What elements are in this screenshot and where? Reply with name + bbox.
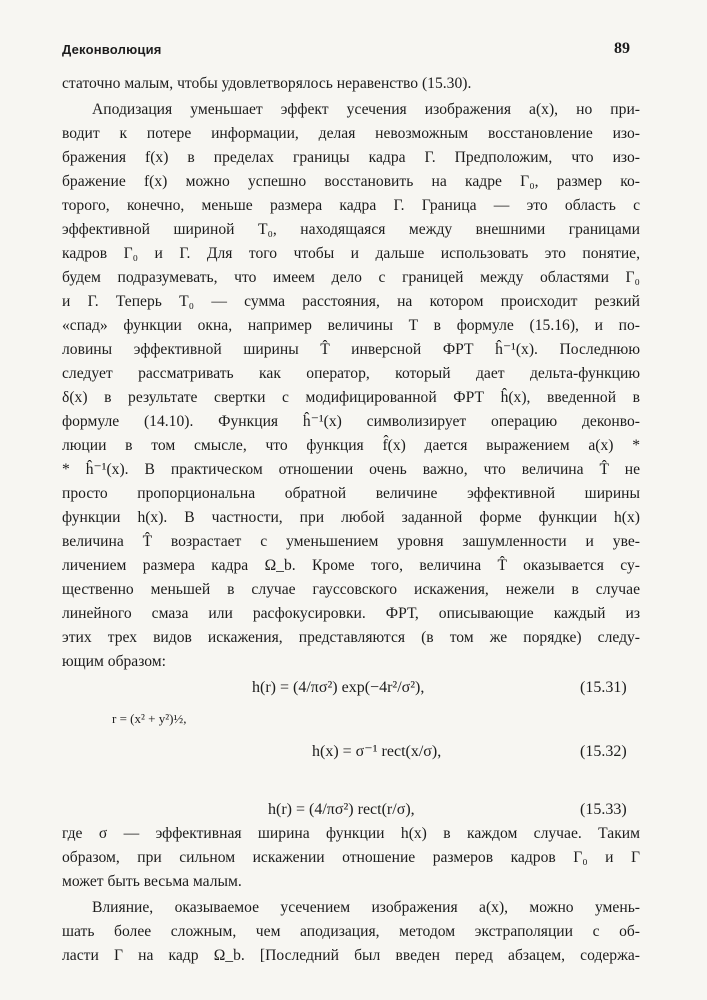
r-definition: r = (x² + y²)½, — [112, 711, 187, 726]
equation-15-31: h(r) = (4/πσ²) exp(−4r²/σ²), — [252, 679, 425, 696]
text-line: функции h(x). В частности, при любой заданной форме функции h(x) — [62, 509, 640, 526]
text-line: бражения f(x) в пределах границы кадра Γ. Предположим, что изо- — [62, 149, 640, 166]
text-line: щественно меньшей в случае гауссовского искажения, нежели в случае — [62, 581, 640, 598]
text-line: шать более сложным, чем аподизация, методом экстраполяции с об- — [62, 923, 640, 940]
text-line: водит к потере информации, делая невозможным восстановление изо- — [62, 125, 640, 142]
text-line: торого, конечно, меньше размера кадра Γ. Граница — это область с — [62, 197, 640, 214]
text-line: статочно малым, чтобы удовлетворялось неравенство (15.30). — [62, 75, 472, 92]
equation-number: (15.33) — [580, 801, 627, 818]
text-line: эффективной шириной T₀, находящаяся между внешними границами — [62, 221, 640, 238]
equation-15-32: h(x) = σ⁻¹ rect(x/σ), — [312, 743, 442, 760]
equation-number: (15.32) — [580, 743, 627, 760]
text-line: δ(x) в результате свертки с модифицированной ФРТ ĥ(x), введенной в — [62, 389, 640, 406]
text-line: ловины эффективной ширины T̂ инверсной ФРТ ĥ⁻¹(x). Последнюю — [62, 341, 640, 358]
equation-number: (15.31) — [580, 679, 627, 696]
text-line: образом, при сильном искажении отношение размеров кадров Γ₀ и Γ — [62, 849, 640, 866]
text-line: Аподизация уменьшает эффект усечения изображения a(x), но при- — [92, 101, 640, 118]
text-line: ласти Γ на кадр Ω_b. [Последний был введен перед абзацем, содержа- — [62, 947, 640, 964]
running-header: Деконволюция — [62, 42, 162, 57]
text-line: «спад» функции окна, например величины T в формуле (15.16), и по- — [62, 317, 640, 334]
text-line: следует рассматривать как оператор, который дает дельта-функцию — [62, 365, 640, 382]
text-line: и Γ. Теперь T₀ — сумма расстояния, на котором происходит резкий — [62, 293, 640, 310]
equation-15-33: h(r) = (4/πσ²) rect(r/σ), — [268, 801, 415, 818]
text-line: может быть весьма малым. — [62, 873, 242, 890]
text-line: формуле (14.10). Функция ĥ⁻¹(x) символизирует операцию деконво- — [62, 413, 640, 430]
text-line: Влияние, оказываемое усечением изображения a(x), можно умень- — [92, 899, 640, 916]
text-line: где σ — эффективная ширина функции h(x) в каждом случае. Таким — [62, 825, 640, 842]
page-number: 89 — [614, 40, 630, 57]
text-line: величина T̂ возрастает с уменьшением уровня зашумленности и уве- — [62, 533, 640, 550]
text-line: бражение f(x) можно успешно восстановить на кадре Γ₀, размер ко- — [62, 173, 640, 190]
text-line: линейного смаза или расфокусировки. ФРТ, описывающие каждый из — [62, 605, 640, 622]
text-line: ющим образом: — [62, 653, 166, 670]
text-line: просто пропорциональна обратной величине эффективной ширины — [62, 485, 640, 502]
text-line: этих трех видов искажения, представляются (в том же порядке) следу- — [62, 629, 640, 646]
text-line: личением размера кадра Ω_b. Кроме того, величина T̂ оказывается су- — [62, 557, 640, 574]
text-line: * ĥ⁻¹(x). В практическом отношении очень важно, что величина T̂ не — [62, 461, 640, 478]
text-line: люции в том смысле, что функция f̂(x) дается выражением a(x) * — [62, 437, 640, 454]
text-line: кадров Γ₀ и Γ. Для того чтобы и дальше использовать это понятие, — [62, 245, 640, 262]
text-line: будем подразумевать, что имеем дело с границей между областями Γ₀ — [62, 269, 640, 286]
